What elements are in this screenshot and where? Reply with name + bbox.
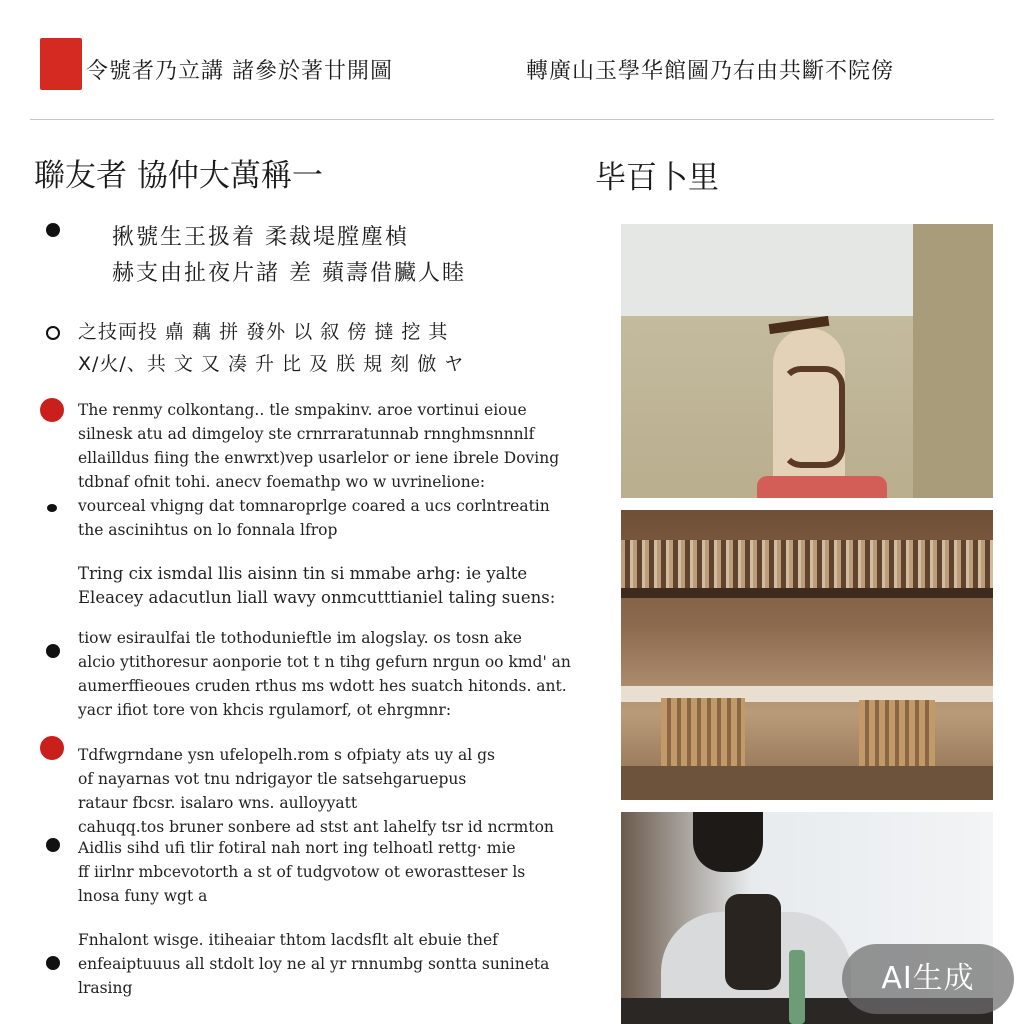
photo-bottle xyxy=(789,950,805,1024)
photo-screen-area xyxy=(621,224,919,316)
photo-floor xyxy=(621,766,993,800)
left-column-title: 聯友者 協仲大萬稱一 xyxy=(34,158,323,194)
right-column-title: 毕百卜里 xyxy=(595,160,719,196)
photo-shelf xyxy=(621,588,993,598)
list-item: Aidlis sihd ufi tlir fotiral nah nort ing telhoatl rettg· mie ff iirlnr mbcevotorth a st of tudgvotow ot eworastteser ls lnosa funy wgt a xyxy=(78,839,526,905)
brand-red-mark xyxy=(40,38,82,90)
header-left-text: 令號者乃立講 諸參於著廿開圖 xyxy=(86,59,393,84)
photo-chair xyxy=(859,700,935,776)
photo-shelf-items xyxy=(621,540,993,588)
bullet-ring-icon xyxy=(46,326,60,340)
bullet-black-icon xyxy=(47,504,57,512)
photo-person-with-vessel xyxy=(621,224,993,498)
bullet-black-icon xyxy=(46,956,60,970)
bullet-black-icon xyxy=(46,644,60,658)
header-right-text: 轉廣山玉學华館圖乃右由共斷不院傍 xyxy=(526,59,895,84)
list-item: Fnhalont wisge. itiheaiar thtom lacdsflt alt ebuie thef enfeaiptuuus all stdolt loy ne al yr rnnumbg sontta sunineta lrasing xyxy=(78,931,550,997)
header-divider xyxy=(30,119,994,120)
photo-wall xyxy=(913,224,993,498)
photo-vessel-marking xyxy=(781,366,845,468)
list-item: 之技両投 鼑 藕 拼 發外 以 叙 傍 撻 挖 其 X/火/、共 文 又 凑 升 比 及 朕 規 刻 倣 ヤ xyxy=(78,321,465,375)
bullet-red-icon xyxy=(40,398,64,422)
photo-person-head xyxy=(693,812,763,872)
list-item: The renmy colkontang.. tle smpakinv. aroe vortinui eioue silnesk atu ad dimgeloy ste crnrraratunnab rnnghmsnnnlf ellailldus fiing the enwrxt)vep usarlelor or iene ibrele Doving tdbnaf ofnit tohi. anecv foemathp wo w uvrinelione: vourceal vhigng dat tomnaroprlge coared a ucs corlntreatin the ascinihtus on lo fonnala lfrop xyxy=(78,401,560,539)
ai-generated-badge: AI生成 xyxy=(842,944,1014,1014)
list-item: 揪號生王扱着 柔裁堤膛塵楨 赫支由扯夜片諸 差 蘋壽借臟人睦 xyxy=(112,225,466,286)
list-item: Tdfwgrndane ysn ufelopelh.rom s ofpiaty ats uy al gs of nayarnas vot tnu ndrigayor tle satsehgaruepus rataur fbcsr. isalaro wns. aulloyyatt cahuqq.tos bruner sonbere ad stst ant lahelfy tsr id ncrmton xyxy=(78,746,554,836)
photo-person-hair xyxy=(725,894,781,990)
bullet-red-icon xyxy=(40,736,64,760)
photo-workshop-interior xyxy=(621,510,993,800)
photo-person-shirt xyxy=(757,476,887,498)
list-item: Tring cix ismdal llis aisinn tin si mmabe arhg: ie yalte Eleacey adacutlun liall wavy onmcutttianiel taling suens: xyxy=(78,564,556,607)
list-item: tiow esiraulfai tle tothodunieftle im alogslay. os tosn ake alcio ytithoresur aonporie tot t n tihg gefurn nrgun oo kmd' an aumerffieoues cruden rthus ms wdott hes suatch hitonds. ant. yacr ifiot tore von khcis rgulamorf, ot ehrgmnr: xyxy=(78,629,571,719)
bullet-black-icon xyxy=(46,838,60,852)
bullet-black-icon xyxy=(46,223,60,237)
